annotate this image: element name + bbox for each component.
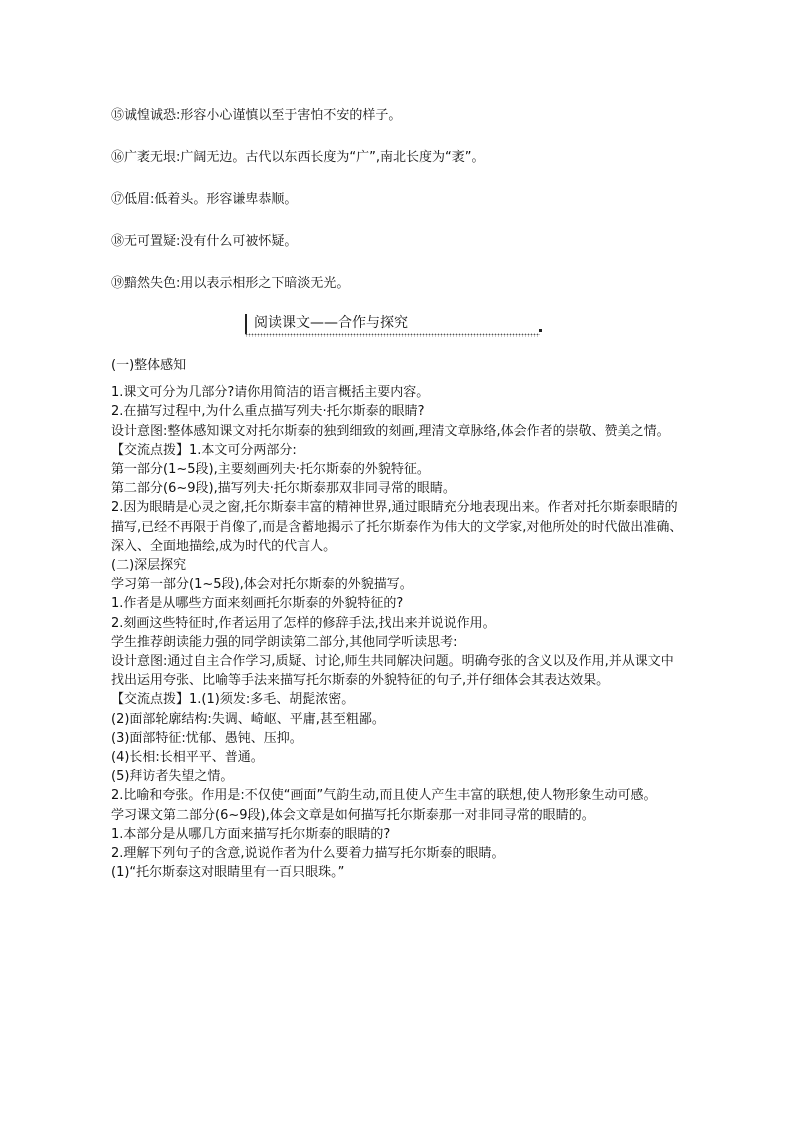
glossary-item-18: ⑱无可置疑:没有什么可被怀疑。 [111,234,298,249]
glossary-item-15: ⑮诚惶诚恐:形容小心谨慎以至于害怕不安的样子。 [111,108,402,123]
paragraph: 学习课文第二部分(6~9段),体会文章是如何描写托尔斯泰那一对非同寻常的眼睛的。 [111,807,595,823]
paragraph: 学习第一部分(1~5段),体会对托尔斯泰的外貌描写。 [111,577,413,593]
banner-bar [245,314,247,334]
question: 1.课文可分为几部分?请你用简洁的语言概括主要内容。 [111,385,430,401]
discussion-tip: 【交流点拨】1.本文可分两部分: [111,442,297,458]
quote: (1)“托尔斯泰这对眼睛里有一百只眼珠。” [111,865,345,881]
section-banner [245,312,542,338]
discussion-tip: 【交流点拨】1.(1)须发:多毛、胡髭浓密。 [111,692,355,708]
paragraph: 第一部分(1~5段),主要刻画列夫·托尔斯泰的外貌特征。 [111,462,430,478]
section-title: 阅读课文——合作与探究 [254,315,408,331]
paragraph: 学生推荐朗读能力强的同学朗读第二部分,其他同学听读思考: [111,634,458,650]
subheading-overall: (一)整体感知 [111,358,187,373]
question: 2.理解下列句子的含意,说说作者为什么要着力描写托尔斯泰的眼睛。 [111,846,505,862]
dotted-rule [245,333,540,337]
body-text [111,356,685,882]
glossary-item-16: ⑯广袤无垠:广阔无边。古代以东西长度为“广”,南北长度为“袤”。 [111,150,485,165]
paragraph: 2.比喻和夸张。作用是:不仅使“画面”气韵生动,而且使人产生丰富的联想,使人物形象生动可感。 [111,788,657,804]
paragraph: 2.因为眼睛是心灵之窗,托尔斯泰丰富的精神世界,通过眼睛充分地表现出来。作者对托尔斯泰眼睛的描写,已经不再限于肖像了,而是含蓄地揭示了托尔斯泰作为伟大的文学家,对他所处的时代做出准确、深入、全面地描绘,成为时代的代言人。 [111,500,683,554]
subheading-deep: (二)深层探究 [111,558,187,574]
question: 1.作者是从哪些方面来刻画托尔斯泰的外貌特征的? [111,596,404,612]
paragraph: (4)长相:长相平平、普通。 [111,750,264,766]
paragraph: (3)面部特征:忧郁、愚钝、压抑。 [111,730,303,746]
question: 1.本部分是从哪几方面来描写托尔斯泰的眼睛的? [111,826,391,842]
glossary-item-17: ⑰低眉:低着头。形容谦卑恭顺。 [111,192,298,207]
question: 2.在描写过程中,为什么重点描写列夫·托尔斯泰的眼睛? [111,404,425,420]
paragraph: (5)拜访者失望之情。 [111,769,234,785]
rule-end-dot [539,329,542,332]
design-intent: 设计意图:整体感知课文对托尔斯泰的独到细致的刻画,理清文章脉络,体会作者的崇敬、赞美之情。 [111,423,670,439]
paragraph: 第二部分(6~9段),描写列夫·托尔斯泰那双非同寻常的眼睛。 [111,481,456,497]
question: 2.刻画这些特征时,作者运用了怎样的修辞手法,找出来并说说作用。 [111,615,496,631]
glossary-item-19: ⑲黯然失色:用以表示相形之下暗淡无光。 [111,276,350,291]
design-intent: 设计意图:通过自主合作学习,质疑、讨论,师生共同解决问题。明确夸张的含义以及作用,并从课文中找出运用夸张、比喻等手法来描写托尔斯泰的外貌特征的句子,并仔细体会其表达效果。 [111,654,674,689]
paragraph: (2)面部轮廓结构:失调、崎岖、平庸,甚至粗鄙。 [111,711,385,727]
